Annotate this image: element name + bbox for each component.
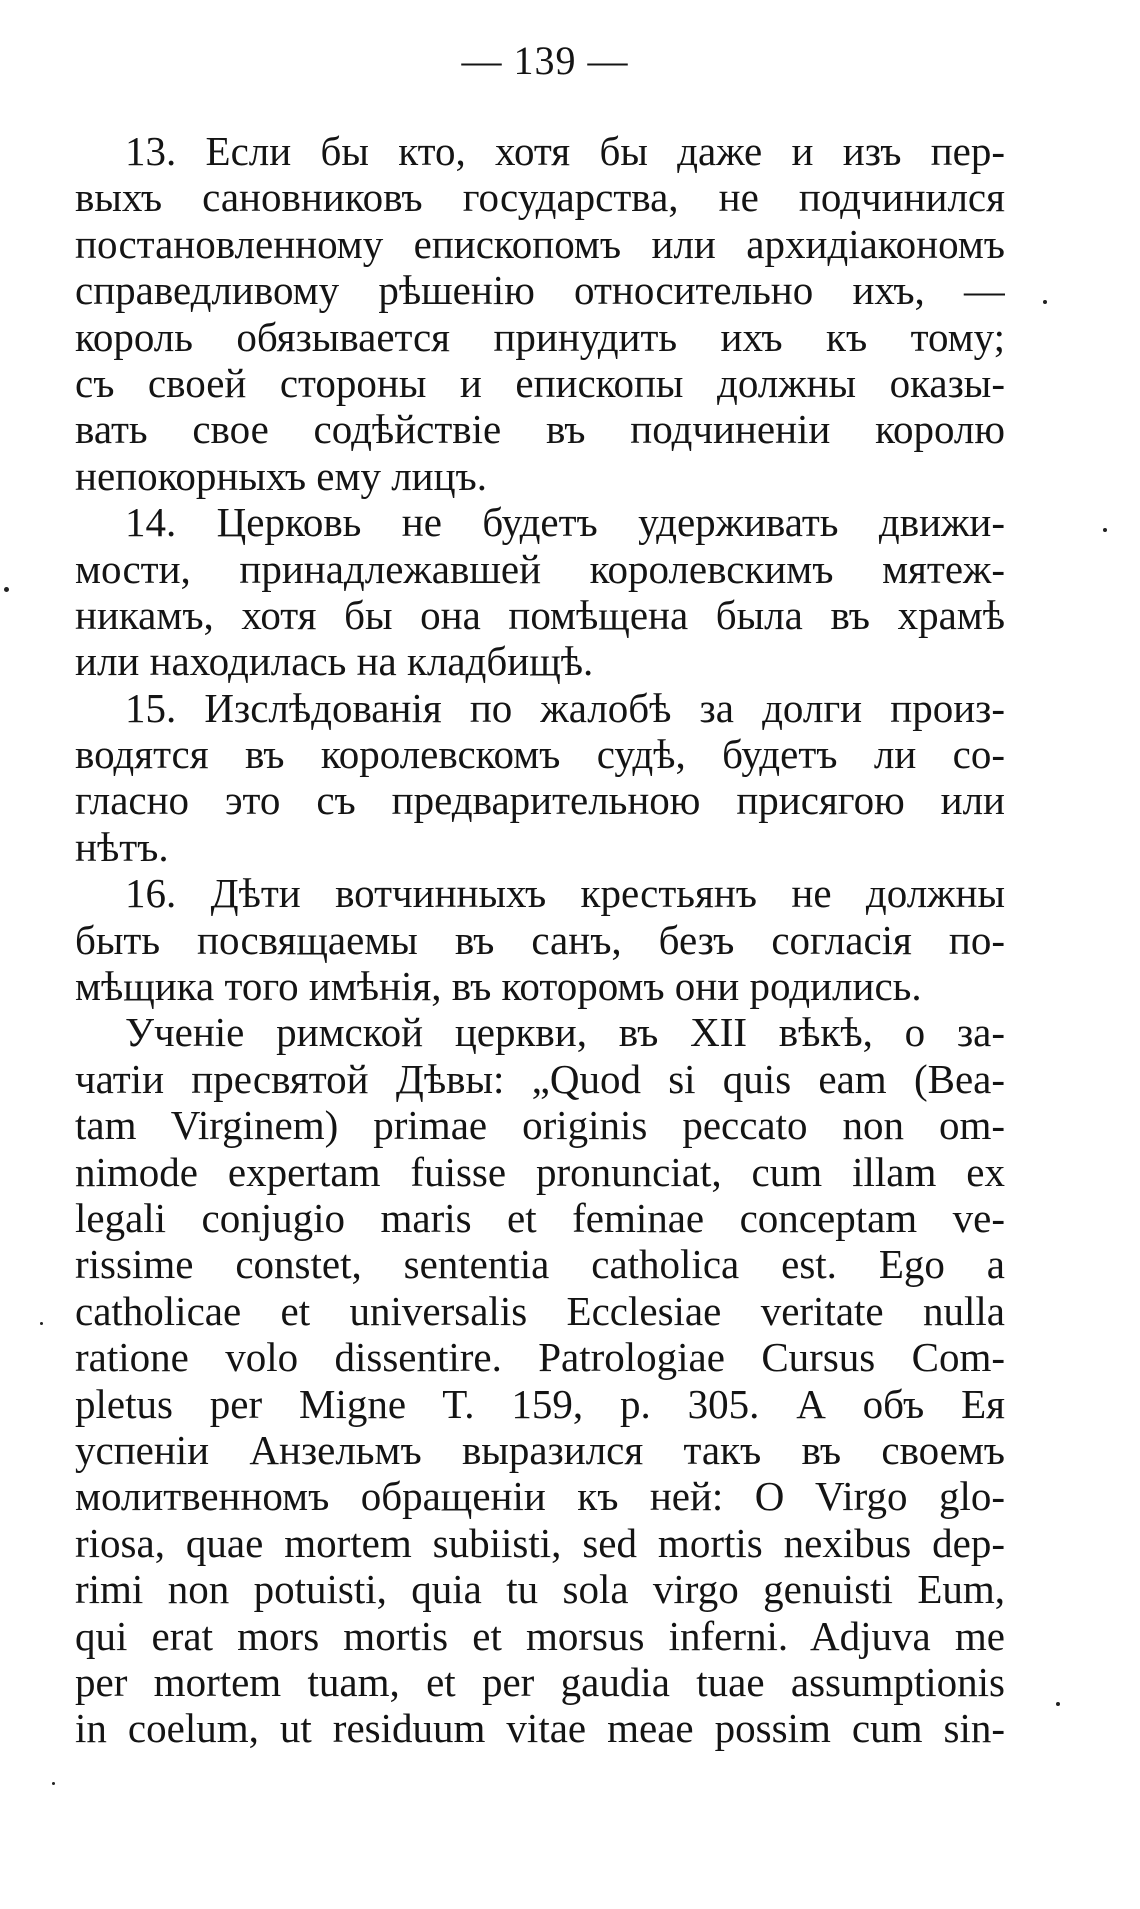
text-line: выхъ сановниковъ государства, не подчинился (75, 174, 1005, 221)
text-line: успеніи Анзельмъ выразился такъ въ своемъ (75, 1426, 1005, 1473)
text-line: съ своей стороны и епископы должны оказы- (75, 359, 1005, 406)
page-number: — 139 — (461, 38, 629, 83)
text-line: per mortem tuam, et per gaudia tuae assumptionis (75, 1658, 1005, 1705)
text-line: постановленному епископомъ или архидіакономъ (75, 220, 1005, 267)
text-line: pletus per Migne T. 159, p. 305. А объ Ея (75, 1380, 1005, 1427)
text-line: tam Virginem) primae originis peccato non om- (75, 1102, 1005, 1149)
text-line: legali conjugio maris et feminae conceptam ve- (75, 1194, 1005, 1241)
text-line: или находилась на кладбищѣ. (75, 638, 594, 685)
text-line: король обязывается принудить ихъ къ тому; (75, 313, 1005, 360)
text-line: мѣщика того имѣнія, въ которомъ они родились. (75, 963, 922, 1010)
text-line: 16. Дѣти вотчинныхъ крестьянъ не должны (125, 870, 1005, 917)
scan-speck (1056, 1702, 1060, 1706)
text-line: справедливому рѣшенію относительно ихъ, — (75, 267, 1005, 314)
text-line: rimi non potuisti, quia tu sola virgo genuisti Eum, (75, 1566, 1005, 1613)
text-line: rissime constet, sententia catholica est. Ego a (75, 1241, 1005, 1288)
text-line: нѣтъ. (75, 823, 169, 870)
text-line: вать свое содѣйствіе въ подчиненіи королю (75, 406, 1005, 453)
text-line: 14. Церковь не будетъ удерживать движи- (125, 499, 1005, 546)
text-line: in coelum, ut residuum vitae meae possim cum sin- (75, 1705, 1005, 1752)
text-line: 13. Если бы кто, хотя бы даже и изъ пер- (125, 128, 1005, 174)
text-line: непокорныхъ ему лицъ. (75, 452, 487, 499)
text-line: молитвенномъ обращеніи къ ней: O Virgo glo- (75, 1473, 1005, 1520)
scan-speck (1103, 528, 1107, 532)
text-line: catholicae et universalis Ecclesiae veritate nulla (75, 1287, 1005, 1334)
scan-speck (4, 587, 9, 592)
text-line: мости, принадлежавшей королевскимъ мятеж- (75, 545, 1005, 592)
text-line: гласно это съ предварительною присягою или (75, 777, 1005, 824)
text-line: qui erat mors mortis et morsus inferni. Adjuva me (75, 1612, 1005, 1659)
text-line: nimode expertam fuisse pronunciat, cum illam ex (75, 1148, 1005, 1195)
text-line: никамъ, хотя бы она помѣщена была въ храмѣ (75, 591, 1005, 638)
text-line: riosa, quae mortem subiisti, sed mortis nexibus dep- (75, 1519, 1005, 1566)
scan-speck (40, 1322, 43, 1325)
text-line: Ученіе римской церкви, въ XII вѣкѣ, о за- (125, 1009, 1005, 1056)
text-line: быть посвящаемы въ санъ, безъ согласія по- (75, 916, 1005, 963)
text-line: ratione volo dissentire. Patrologiae Cursus Com- (75, 1334, 1005, 1381)
scan-speck (52, 1782, 55, 1785)
text-line: водятся въ королевскомъ судѣ, будетъ ли со- (75, 731, 1005, 778)
body-text (75, 128, 1005, 1752)
scan-speck (1043, 300, 1047, 304)
text-line: чатіи пресвятой Дѣвы: „Quod si quis eam (Bea- (75, 1055, 1005, 1102)
text-line: 15. Изслѣдованія по жалобѣ за долги произ- (125, 684, 1005, 731)
